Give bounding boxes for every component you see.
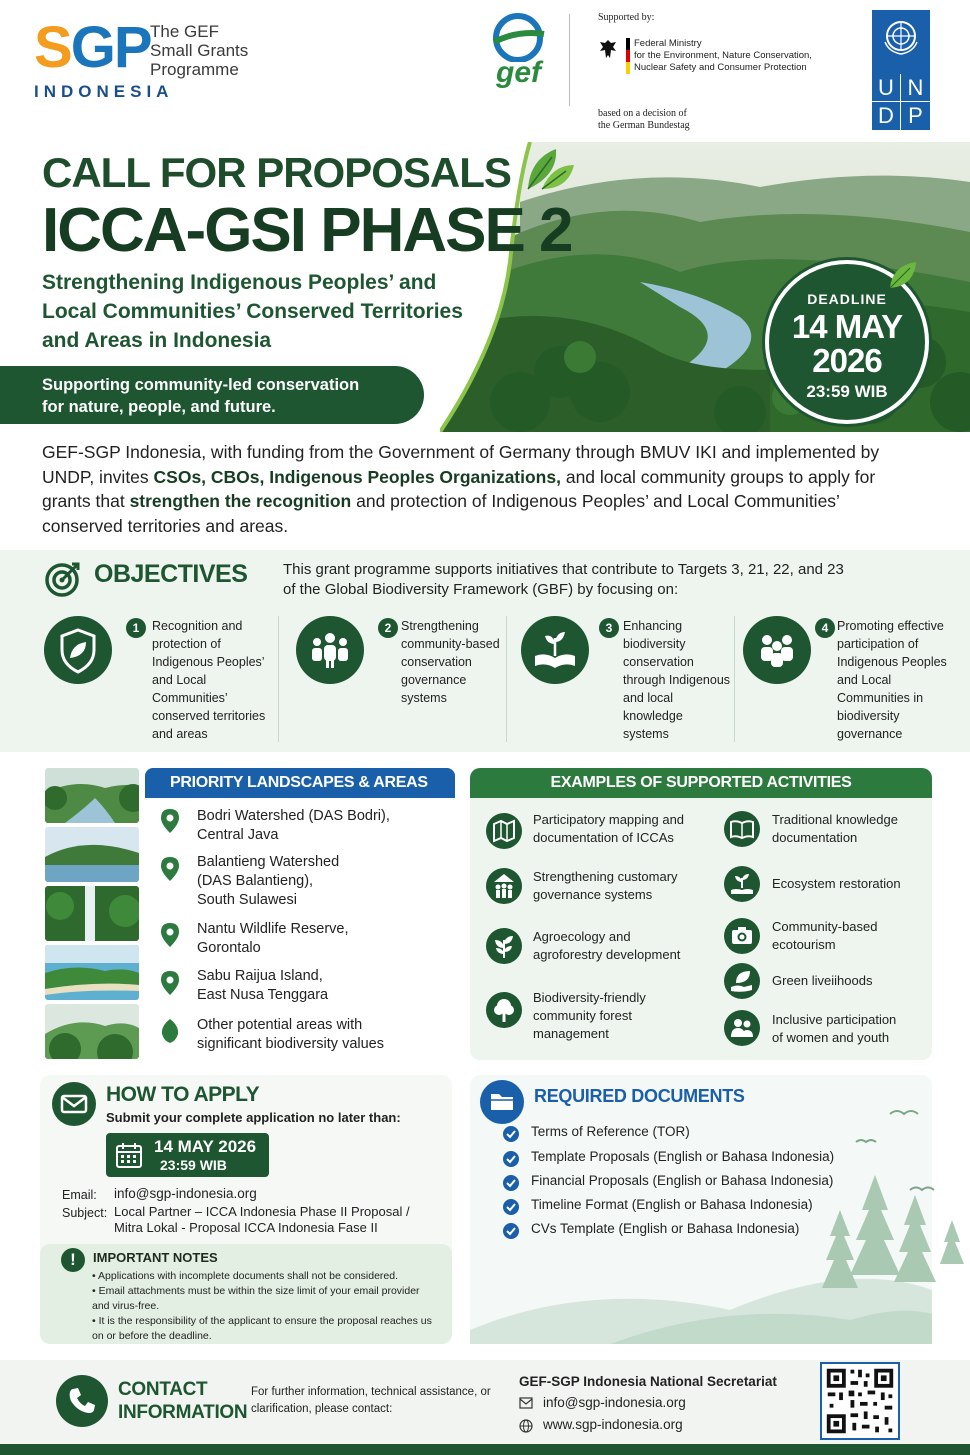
activity-item (533, 928, 708, 964)
sgp-line2: Small Grants (150, 41, 249, 60)
tagline-line1: Supporting community-led conservation (42, 376, 360, 394)
objective-text: Promoting effective participation of Indigenous Peoples and Local Communities in biodiversity governance (837, 619, 947, 741)
undp-letter-d: D (872, 102, 901, 130)
bundestag-line1: based on a decision of (598, 108, 687, 119)
community-icon (296, 616, 364, 684)
activity-line1: Strengthening customary (533, 869, 678, 884)
activity-line2: of women and youth (772, 1030, 890, 1045)
bmuv-line1: Federal Ministry (634, 38, 702, 49)
intro-bold-2: strengthen the recognition (129, 491, 352, 511)
priority-item-line2: (DAS Balantieng), (197, 873, 314, 889)
deadline-day-month: 14 MAY (791, 308, 903, 345)
priority-item-line1: Other potential areas with (197, 1017, 363, 1033)
activity-line2: governance systems (533, 887, 653, 902)
examples-title: EXAMPLES OF SUPPORTED ACTIVITIES (470, 768, 932, 798)
how-to-apply-title: HOW TO APPLY (106, 1083, 260, 1106)
globe-icon (519, 1419, 533, 1433)
call-for-proposals-title (42, 145, 576, 197)
deadline-year: 2026 (812, 342, 882, 379)
priority-item-line1: Bodri Watershed (DAS Bodri), (197, 808, 390, 824)
priority-item (197, 920, 447, 958)
book-sprout-icon (521, 616, 589, 684)
intro-text-3: and protection of Indigenous Peoples’ and Local Communities’ conserved territories and areas. (42, 491, 840, 536)
priority-item-line2: Gorontalo (197, 940, 261, 956)
secretariat-name: GEF-SGP Indonesia National Secretariat (519, 1374, 777, 1389)
undp-letter-p: P (908, 103, 923, 128)
german-flag-stripe (626, 38, 630, 74)
objective-divider (734, 616, 735, 742)
qr-code[interactable] (820, 1362, 900, 1440)
header-divider (569, 14, 570, 106)
checkmark-icon (503, 1199, 519, 1215)
activity-line2: community forest (533, 1008, 632, 1023)
priority-item (197, 807, 447, 845)
activity-line1: Inclusive participation (772, 1012, 897, 1027)
activity-item (533, 868, 708, 904)
required-documents-title: REQUIRED DOCUMENTS (534, 1086, 745, 1106)
bmuv-line2: for the Environment, Nature Conservation, (634, 50, 812, 61)
location-pin-icon (160, 922, 180, 948)
contact-email-link[interactable]: info@sgp-indonesia.org (543, 1395, 686, 1410)
contact-title (118, 1378, 248, 1424)
bundestag-line2: the German Bundestag (598, 120, 690, 131)
objectives-title: OBJECTIVES (94, 560, 248, 588)
programme-subtitle: Strengthening Indigenous Peoples’ and Local Communities’ Conserved Territories and Areas in Indonesia (42, 271, 463, 352)
intro-text-2: and local community groups to apply for grants that (42, 466, 876, 511)
note-item: • Email attachments must be within the size limit of your email provider and virus-free. (92, 1285, 420, 1312)
federal-eagle-icon (598, 38, 618, 60)
phone-icon (56, 1375, 108, 1427)
document-item: Template Proposals (English or Bahasa Indonesia) (531, 1149, 835, 1164)
activity-item (533, 811, 708, 847)
activity-line3: management (533, 1026, 609, 1041)
landscape-photo-island (45, 945, 139, 1000)
activity-line1: Ecosystem restoration (772, 876, 901, 891)
checkmark-icon (503, 1223, 519, 1239)
location-pin-icon (160, 856, 180, 882)
objectives-intro (283, 560, 923, 600)
email-label: Email: (62, 1188, 97, 1202)
landscape-thumbnails (45, 768, 139, 1060)
call-for-proposals-text: CALL FOR PROPOSALS (42, 149, 511, 196)
sgp-logo-letters: SGP (34, 15, 151, 80)
exclamation-icon: ! (61, 1248, 85, 1272)
objective-item (521, 612, 731, 742)
landscape-photo-waterfall (45, 886, 139, 941)
subject-value (114, 1204, 434, 1236)
sgp-logo-text (150, 22, 248, 79)
folder-icon (480, 1080, 524, 1124)
people-icon (724, 1010, 760, 1046)
contact-description: For further information, technical assistance, or clarification, please contact: (251, 1386, 491, 1415)
subject-line2: Mitra Lokal - Proposal ICCA Indonesia Fase II (114, 1220, 378, 1235)
activity-line2: ecotourism (772, 937, 836, 952)
un-emblem-icon (881, 16, 921, 56)
undp-logo (872, 10, 930, 130)
activity-line1: Green liveiihoods (772, 973, 873, 988)
activity-line1: Agroecology and (533, 929, 631, 944)
contact-title-line1: CONTACT (118, 1379, 208, 1400)
activity-item (772, 972, 947, 990)
priority-item (197, 1016, 447, 1054)
note-item: • It is the responsibility of the applicant to ensure the proposal reaches us on or before the deadline. (92, 1315, 432, 1342)
gef-globe-icon (488, 12, 552, 62)
activity-item (772, 1011, 947, 1047)
sgp-line3: Programme (150, 60, 239, 79)
priority-item-line2: significant biodiversity values (197, 1036, 384, 1052)
activity-item (772, 875, 947, 893)
group-icon (743, 616, 811, 684)
gef-text: gef (496, 56, 541, 89)
contact-website-link[interactable]: www.sgp-indonesia.org (543, 1417, 683, 1432)
undp-letter-n: N (901, 74, 930, 102)
leaf-icon (522, 145, 576, 193)
document-item: Timeline Format (English or Bahasa Indonesia) (531, 1197, 813, 1212)
seedling-hand-icon (724, 866, 760, 902)
plant-icon (486, 928, 522, 964)
priority-landscapes-title: PRIORITY LANDSCAPES & AREAS (145, 768, 455, 798)
activity-line2: documentation of ICCAs (533, 830, 674, 845)
undp-letter-u: U (872, 74, 901, 102)
leaf-pin-icon (160, 1018, 180, 1044)
priority-item-line1: Balantieng Watershed (197, 854, 340, 870)
gef-logo (488, 12, 552, 96)
camera-icon (724, 918, 760, 954)
priority-item (197, 967, 447, 1005)
checkmark-icon (503, 1151, 519, 1167)
important-notes-title: IMPORTANT NOTES (93, 1250, 218, 1265)
objective-item (743, 612, 949, 742)
objective-item (44, 612, 276, 742)
activity-line2: documentation (772, 830, 858, 845)
book-icon (724, 811, 760, 847)
sgp-country: INDONESIA (34, 82, 174, 101)
activity-line1: Traditional knowledge (772, 812, 898, 827)
subject-line1: Local Partner – ICCA Indonesia Phase II Proposal / (114, 1204, 410, 1219)
objective-number: 2 (378, 618, 398, 638)
tree-icon (486, 992, 522, 1028)
objective-text: Enhancing biodiversity conservation through Indigenous and local knowledge systems (623, 619, 731, 741)
objective-number: 3 (599, 618, 619, 638)
document-item: Financial Proposals (English or Bahasa Indonesia) (531, 1173, 834, 1188)
activity-item (533, 989, 708, 1043)
footer-strip (0, 1444, 970, 1455)
priority-item-line3: South Sulawesi (197, 892, 297, 908)
document-item: Terms of Reference (TOR) (531, 1124, 690, 1139)
tagline-line2: for nature, people, and future. (42, 398, 276, 416)
objective-divider (278, 616, 279, 742)
tagline-banner (0, 366, 424, 424)
intro-paragraph (42, 440, 922, 538)
programme-title: ICCA-GSI PHASE 2 (42, 196, 572, 265)
activity-item (772, 918, 947, 954)
location-pin-icon (160, 970, 180, 996)
intro-text-1: GEF-SGP Indonesia, with funding from the Government of Germany through BMUV IKI and implemented by UNDP, invites (42, 442, 880, 487)
apply-email-link[interactable]: info@sgp-indonesia.org (114, 1186, 257, 1201)
objective-divider (506, 616, 507, 742)
deadline-label: DEADLINE (807, 291, 887, 307)
activity-line2: agroforestry development (533, 947, 681, 962)
note-item: • Applications with incomplete documents shall not be considered. (92, 1270, 399, 1282)
activity-line1: Participatory mapping and (533, 812, 685, 827)
landscape-photo-lake (45, 827, 139, 882)
activity-line1: Biodiversity-friendly (533, 990, 646, 1005)
priority-item-line2: East Nusa Tenggara (197, 987, 329, 1003)
apply-deadline-date: 14 MAY 2026 (154, 1137, 257, 1156)
objective-number: 4 (815, 618, 835, 638)
deadline-leaf-icon (888, 260, 918, 290)
priority-item-line2: Central Java (197, 827, 279, 843)
priority-item-line1: Nantu Wildlife Reserve, (197, 921, 349, 937)
activity-item (772, 811, 947, 847)
sgp-line1: The GEF (150, 22, 219, 41)
calendar-icon (114, 1140, 144, 1170)
mail-icon (519, 1397, 533, 1409)
map-icon (486, 813, 522, 849)
bmuv-text (634, 38, 834, 74)
community-icon (486, 868, 522, 904)
objectives-intro-line2: of the Global Biodiversity Framework (GBF) by focusing on: (283, 581, 679, 598)
intro-bold-1: CSOs, CBOs, Indigenous Peoples Organizations, (153, 466, 561, 487)
checkmark-icon (503, 1175, 519, 1191)
objective-text: Strengthening community-based conservation governance systems (401, 619, 500, 705)
leaf-hand-icon (724, 963, 760, 999)
objective-number: 1 (126, 618, 146, 638)
deadline-time: 23:59 WIB (806, 382, 888, 401)
subject-label: Subject: (62, 1206, 108, 1220)
activity-line1: Community-based (772, 919, 878, 934)
checkmark-icon (503, 1126, 519, 1142)
location-pin-icon (160, 808, 180, 834)
shield-leaf-icon (44, 616, 112, 684)
objectives-intro-line1: This grant programme supports initiatives that contribute to Targets 3, 21, 22, and 23 (283, 561, 844, 578)
target-icon (44, 560, 82, 598)
landscape-photo-river (45, 768, 139, 823)
bmuv-line3: Nuclear Safety and Consumer Protection (634, 62, 807, 73)
sgp-logo (34, 15, 264, 101)
objective-item (296, 612, 502, 742)
apply-deadline-box (106, 1133, 269, 1177)
objective-text: Recognition and protection of Indigenous Peoples’ and Local Communities’ conserved territories and areas (152, 619, 266, 741)
envelope-icon (52, 1082, 96, 1126)
apply-deadline-time: 23:59 WIB (160, 1157, 227, 1173)
priority-item-line1: Sabu Raijua Island, (197, 968, 323, 984)
contact-title-line2: INFORMATION (118, 1402, 248, 1423)
landscape-photo-hills (45, 1004, 139, 1059)
bundestag-note (598, 108, 738, 132)
deadline-date (769, 310, 925, 378)
document-item: CVs Template (English or Bahasa Indonesia) (531, 1221, 800, 1236)
how-to-apply-subtitle: Submit your complete application no later than: (106, 1110, 401, 1125)
supported-by-label: Supported by: (598, 12, 655, 23)
priority-item (197, 853, 447, 910)
